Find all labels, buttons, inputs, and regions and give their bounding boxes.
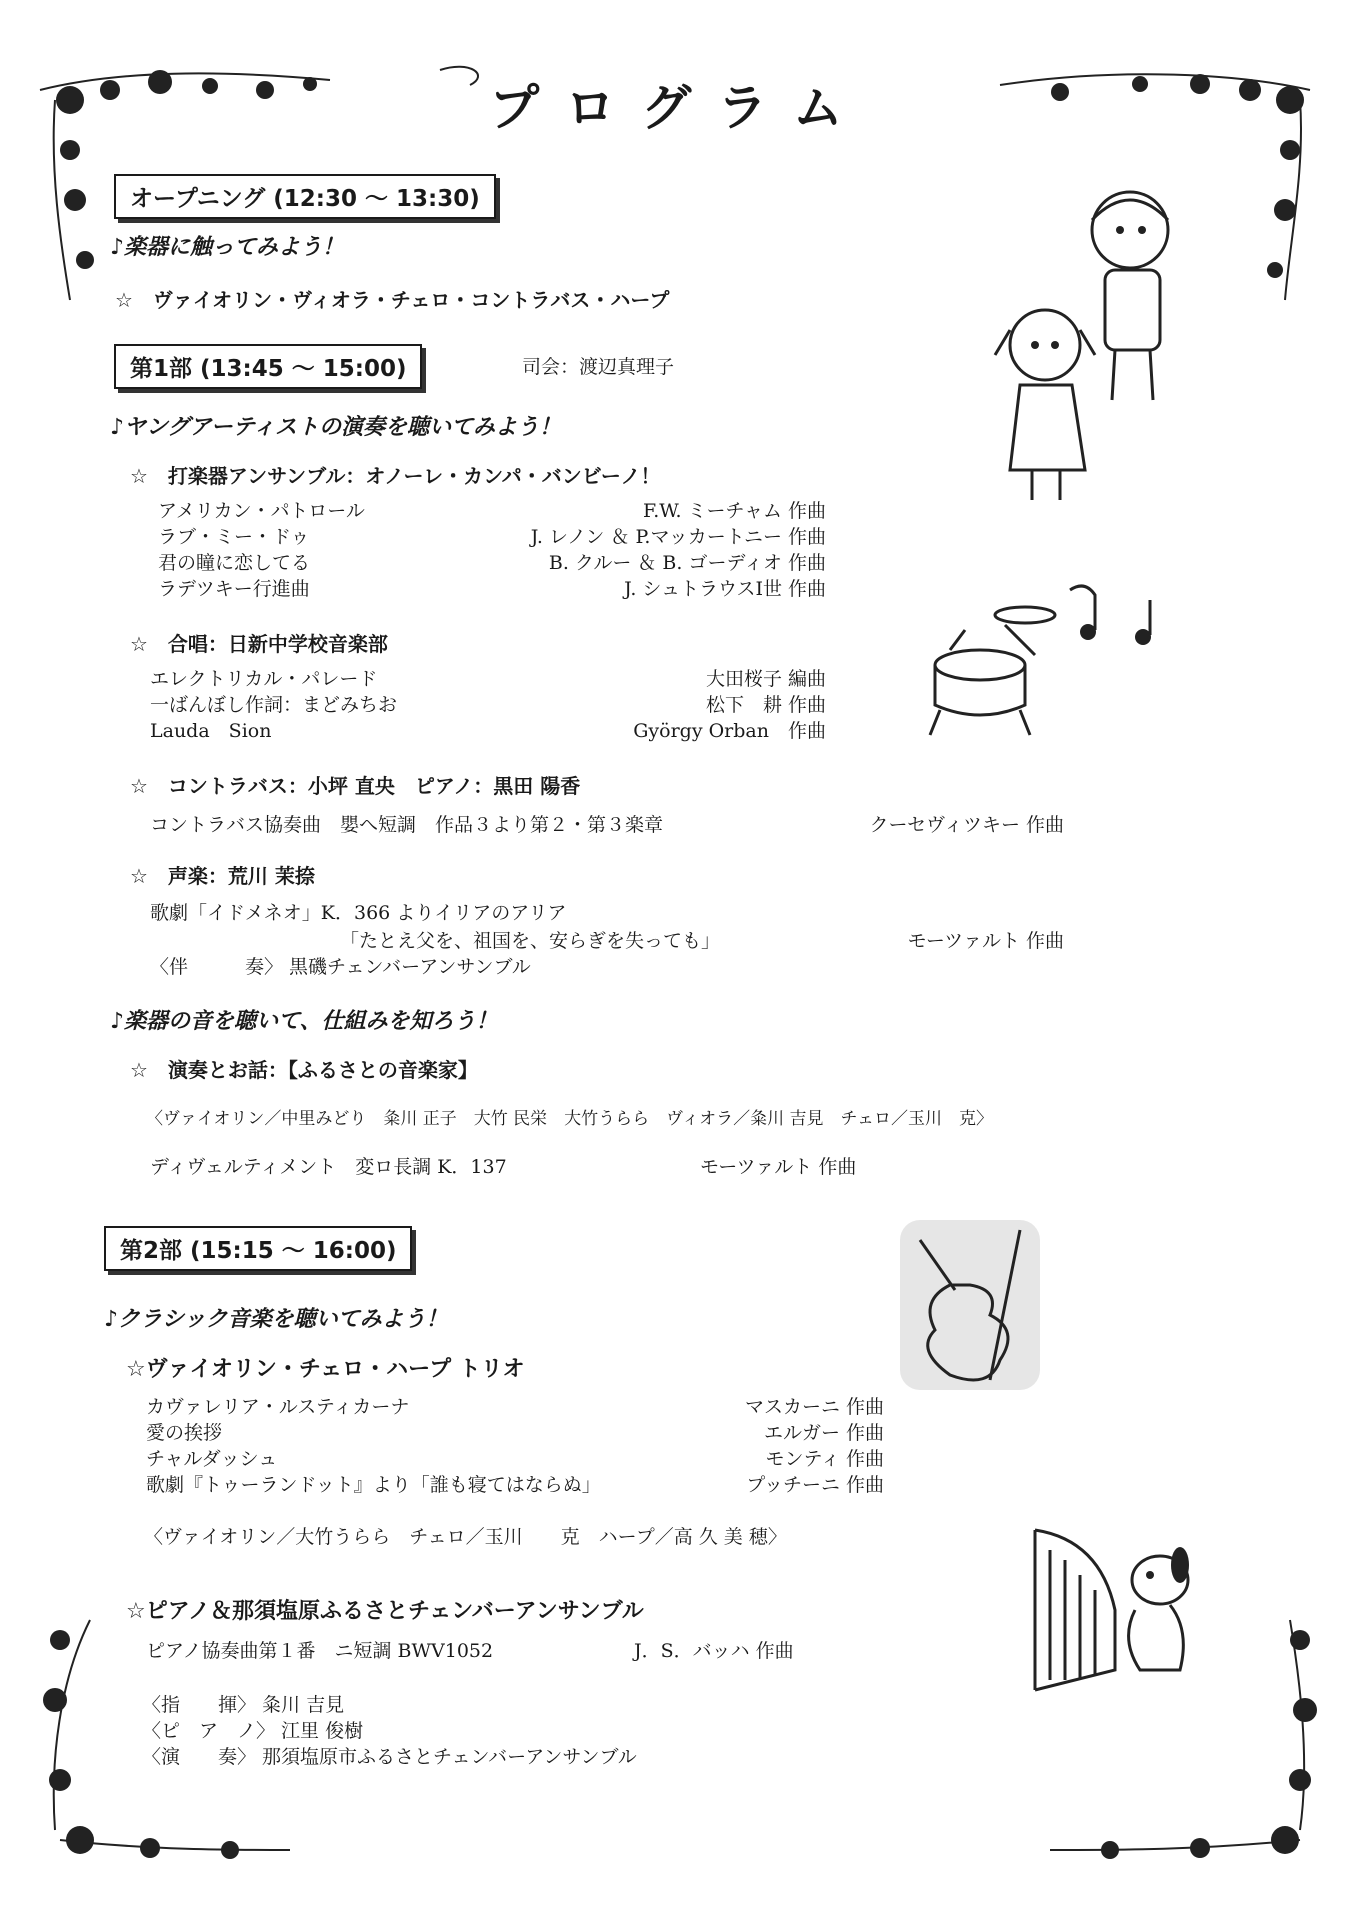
perc-composer: J. レノン ＆ P.マッカートニー 作曲	[530, 526, 826, 548]
opening-subtitle: ♪楽器に触ってみよう！	[110, 235, 345, 260]
talk-title: ☆ 演奏とお話：【ふるさとの音楽家】	[130, 1058, 478, 1082]
vocal-title: ☆ 声楽：荒川 茉捺	[130, 864, 315, 888]
contrabass-title: ☆ コントラバス：小坪 直央 ピアノ：黒田 陽香	[130, 774, 581, 798]
perc-piece: ラデツキー行進曲	[158, 578, 310, 600]
trio-piece: 愛の挨拶	[146, 1422, 223, 1444]
talk-composer: モーツァルト 作曲	[700, 1156, 857, 1178]
choir-title: ☆ 合唱：日新中学校音楽部	[130, 632, 388, 656]
vocal-composer: モーツァルト 作曲	[907, 930, 1064, 952]
trio-composer: モンティ 作曲	[765, 1448, 884, 1470]
trio-composer: エルガー 作曲	[763, 1422, 884, 1444]
percussion-title: ☆ 打楽器アンサンブル：オノーレ・カンパ・バンビーノ！	[130, 464, 661, 488]
credit-piano: 〈ピ ア ノ〉 江里 俊樹	[142, 1720, 364, 1742]
opening-header: オープニング (12:30 ～ 13:30)	[114, 174, 496, 219]
perc-piece: 君の瞳に恋してる	[158, 552, 311, 574]
trio-piece: チャルダッシュ	[146, 1448, 278, 1470]
cello-illustration	[880, 1200, 1050, 1410]
talk-members: 〈ヴァイオリン／中里みどり 粂川 正子 大竹 民栄 大竹うらら ヴィオラ／粂川 吉見 チェロ／玉川 克〉	[146, 1109, 993, 1129]
children-illustration	[990, 180, 1190, 510]
part1-header: 第1部 (13:45 ～ 15:00)	[114, 344, 422, 389]
trio-composer: プッチーニ 作曲	[746, 1474, 884, 1496]
drum-illustration	[910, 580, 1190, 740]
perc-piece: アメリカン・パトロール	[158, 500, 365, 522]
contrabass-piece: コントラバス協奏曲 嬰へ短調 作品３より第２・第３楽章	[150, 814, 664, 836]
vocal-line2: 「たとえ父を、祖国を、安らぎを失っても」	[340, 930, 721, 952]
opening-item: ☆ ヴァイオリン・ヴィオラ・チェロ・コントラバス・ハープ	[115, 288, 670, 312]
part1-subtitle: ♪ヤングアーティストの演奏を聴いてみよう！	[110, 415, 561, 440]
trio-composer: マスカーニ 作曲	[744, 1396, 884, 1418]
trio-title: ☆ヴァイオリン・チェロ・ハープ トリオ	[126, 1357, 525, 1382]
choir-composer: György Orban 作曲	[633, 720, 826, 742]
part1-host: 司会：渡辺真理子	[522, 356, 675, 378]
choir-piece: Lauda Sion	[150, 720, 272, 742]
perc-piece: ラブ・ミー・ドゥ	[158, 526, 310, 548]
dog-harp-illustration	[1020, 1520, 1200, 1700]
vocal-line1: 歌劇「イドメネオ」K．366 よりイリアのアリア	[150, 902, 567, 924]
perc-composer: J. シュトラウスⅠ世 作曲	[624, 578, 826, 600]
perc-composer: B. クルー ＆ B. ゴーディオ 作曲	[548, 552, 826, 574]
trio-piece: 歌劇『トゥーランドット』より「誰も寝てはならぬ」	[146, 1474, 601, 1496]
part2-header: 第2部 (15:15 ～ 16:00)	[104, 1226, 412, 1271]
trio-members: 〈ヴァイオリン／大竹うらら チェロ／玉川 克 ハープ／高 久 美 穂〉	[144, 1526, 787, 1548]
piano-piece: ピアノ協奏曲第１番 ニ短調 BWV1052	[146, 1640, 494, 1662]
credit-ensemble: 〈演 奏〉 那須塩原市ふるさとチェンバーアンサンブル	[142, 1746, 637, 1768]
contrabass-composer: クーセヴィツキー 作曲	[869, 814, 1064, 836]
perc-composer: F.W. ミーチャム 作曲	[642, 500, 826, 522]
page-title: プログラム	[489, 79, 869, 137]
piano-title: ☆ピアノ＆那須塩原ふるさとチェンバーアンサンブル	[126, 1599, 644, 1624]
piano-composer: J．S．バッハ 作曲	[634, 1640, 794, 1662]
choir-composer: 大田桜子 編曲	[705, 668, 826, 690]
vocal-accompaniment: 〈伴 奏〉 黒磯チェンバーアンサンブル	[150, 956, 531, 978]
credit-conductor: 〈指 揮〉 粂川 吉見	[142, 1694, 345, 1716]
trio-piece: カヴァレリア・ルスティカーナ	[146, 1396, 410, 1418]
part1-subtitle2: ♪楽器の音を聴いて、仕組みを知ろう！	[110, 1009, 498, 1034]
choir-piece: エレクトリカル・パレード	[150, 668, 378, 690]
choir-piece: 一ばんぼし作詞：まどみちお	[150, 694, 398, 716]
talk-piece: ディヴェルティメント 変ロ長調 K．137	[150, 1156, 507, 1178]
part2-subtitle: ♪クラシック音楽を聴いてみよう！	[104, 1307, 448, 1332]
choir-composer: 松下 耕 作曲	[705, 694, 826, 716]
